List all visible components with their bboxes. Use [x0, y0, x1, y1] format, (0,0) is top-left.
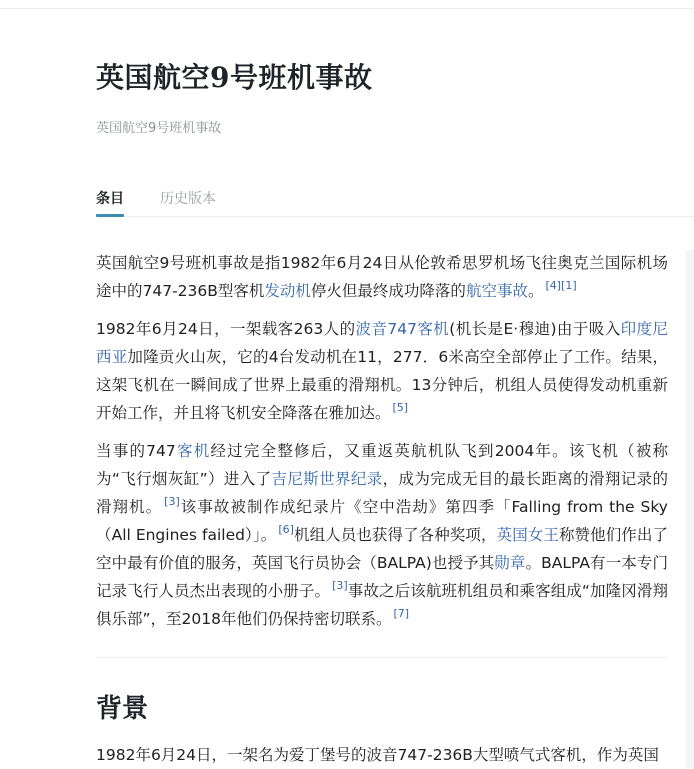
page-subtitle: 英国航空9号班机事故	[96, 121, 222, 136]
paragraph-text: 经过完全整修后，又重返英航机队飞到2004年。该飞机（被称为“飞行烟灰缸”）进入了	[96, 442, 668, 488]
article-link[interactable]: 航空事故	[465, 282, 528, 300]
paragraph-text: 加隆贡火山灰，它的4台发动机在11，277．6米高空全部停止了工作。结果，这架飞机在一瞬间成了世界上最重的滑翔机。13分钟后，机组人员使得发动机重新开始工作，并且将飞机安全降落在雅加达。	[96, 348, 668, 422]
article-link[interactable]: 吉尼斯世界纪录	[271, 470, 383, 488]
paragraph-text: 。	[527, 282, 544, 300]
reference-link[interactable]: [3]	[332, 579, 348, 592]
paragraph-text: 停火但最终成功降落的	[310, 282, 466, 300]
reference-link[interactable]: [7]	[393, 607, 410, 620]
paragraph-text: ，成为完成无目的最长距离的滑翔记录的滑翔机。	[96, 470, 668, 516]
paragraph-text: 当事的747	[96, 442, 176, 460]
article-body	[96, 249, 668, 643]
article-link[interactable]: 波音747客机	[355, 320, 450, 338]
paragraph-text: 机组人员也获得了各种奖项，	[293, 526, 497, 544]
section-title-background: 背景	[96, 694, 149, 724]
reference-link[interactable]: [6]	[278, 523, 294, 536]
paragraph-text: 英国航空9号班机事故是指1982年6月24日从伦敦希思罗机场飞往奥克兰国际机场途中的747-236B型客机	[96, 254, 668, 300]
page-title: 英国航空9号班机事故	[96, 61, 373, 94]
top-bar	[0, 0, 694, 9]
reference-link[interactable]: [3]	[164, 495, 180, 508]
paragraph-text: 事故之后该航班机组员和乘客组成“加隆冈滑翔俱乐部”，至2018年他们仍保持密切联系。	[96, 582, 668, 628]
tab-history[interactable]: 历史版本	[160, 191, 216, 207]
tab-bar	[96, 186, 694, 217]
reference-link[interactable]: [4][1]	[545, 279, 577, 292]
section-background-text: 1982年6月24日，一架名为爱丁堡号的波音747-236B大型喷气式客机，作为英国	[96, 746, 659, 764]
article-link[interactable]: 客机	[175, 442, 211, 460]
paragraph-text: 1982年6月24日，一架载客263人的	[96, 320, 356, 338]
article-link[interactable]: 印度尼西亚	[96, 320, 668, 366]
paragraph-intro	[96, 249, 668, 305]
paragraph-text: 该事故被制作成纪录片《空中浩劫》第四季「Falling from the Sky（All Engines failed）」。	[96, 498, 668, 544]
tab-entry[interactable]: 条目	[96, 188, 124, 208]
article-link[interactable]: 英国女王	[496, 526, 559, 544]
paragraph-incident	[96, 315, 668, 427]
right-sidebar-edge	[686, 250, 694, 768]
paragraph-aftermath	[96, 437, 668, 633]
article-link[interactable]: 勋章	[494, 554, 526, 572]
paragraph-text: (机长是E·穆迪)由于吸入	[449, 320, 621, 338]
reference-link[interactable]: [5]	[392, 401, 409, 414]
paragraph-text: 称赞他们作出了空中最有价值的服务，英国飞行员协会（BALPA)也授予其	[96, 526, 668, 572]
paragraph-text: 。BALPA有一本专门记录飞行人员杰出表现的小册子。	[96, 554, 668, 600]
article-link[interactable]: 发动机	[264, 282, 311, 300]
section-divider	[96, 657, 666, 658]
